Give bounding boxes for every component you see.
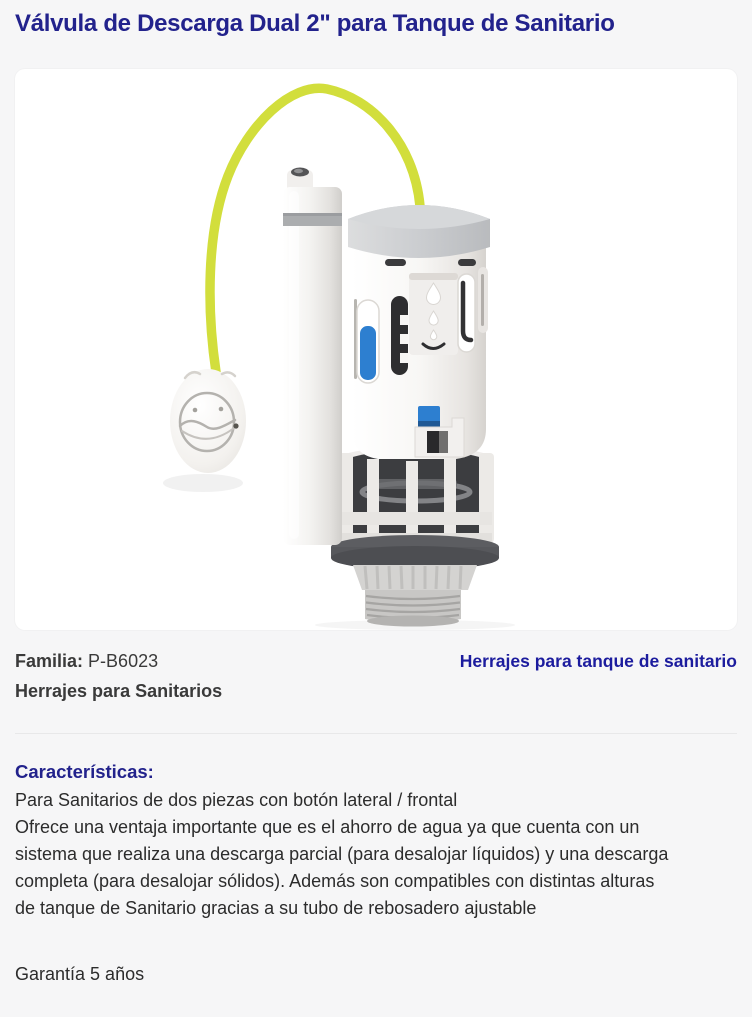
product-info-row	[15, 651, 737, 702]
threaded-outlet	[365, 590, 461, 627]
gasket-ring	[331, 535, 499, 570]
product-image	[15, 69, 737, 630]
product-image-container[interactable]	[15, 69, 737, 630]
characteristics-description: Ofrece una ventaja importante que es el ahorro de agua ya que cuenta con un sistema que realiza una descarga parcial (para desalojar líquidos) y una descarga completa (para desalojar sólidos). Además son compatibles con distintas alturas de tanque de Sanitario gracias a su tubo de rebosadero ajustable	[15, 817, 669, 919]
overflow-tube	[283, 168, 342, 546]
characteristics-intro: Para Sanitarios de dos piezas con botón lateral / frontal	[15, 790, 458, 811]
flush-valve-body	[348, 205, 490, 459]
button-shadow	[163, 474, 243, 492]
divider	[15, 733, 737, 734]
dual-flush-button	[170, 369, 246, 473]
family-code: P-B6023	[88, 651, 159, 672]
category-link[interactable]: Herrajes para tanque de sanitario	[459, 651, 737, 672]
blue-adjuster-slider	[360, 326, 376, 380]
family-line	[15, 651, 222, 673]
family-name: Herrajes para Sanitarios	[15, 680, 223, 701]
family-label: Familia:	[15, 651, 84, 672]
characteristics-heading: Características:	[15, 761, 154, 783]
lock-nut	[353, 565, 477, 590]
valve-cap	[348, 205, 490, 258]
characteristics-section	[15, 761, 737, 988]
warranty-text: Garantía 5 años	[15, 964, 145, 985]
family-block	[15, 651, 222, 702]
page-title: Válvula de Descarga Dual 2" para Tanque de Sanitario	[15, 10, 615, 37]
valve-base	[331, 447, 499, 627]
